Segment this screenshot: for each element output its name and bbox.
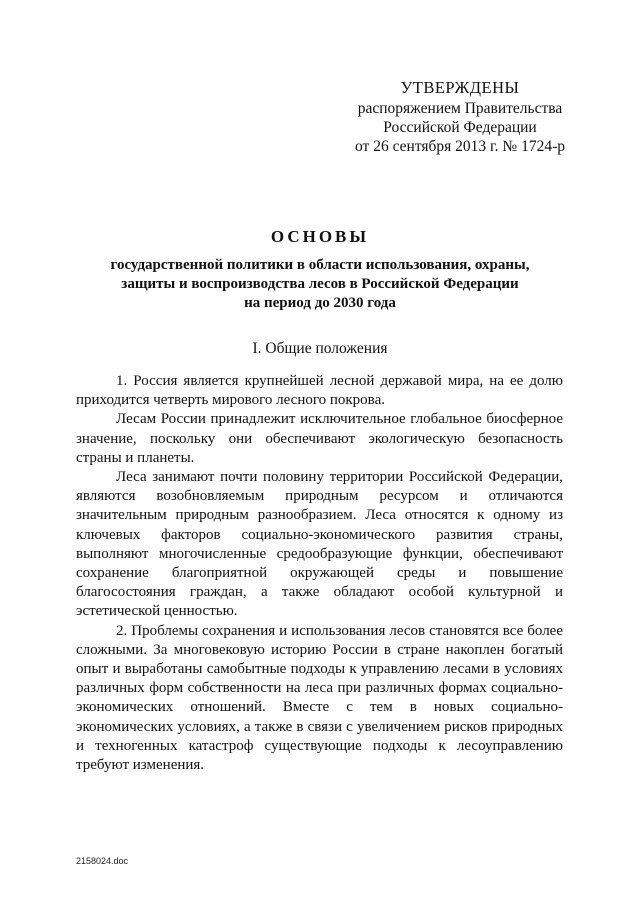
document-heading [60, 226, 580, 313]
subtitle-line-2: защиты и воспроизводства лесов в Российской Федерации [121, 276, 519, 292]
body-text [76, 372, 563, 775]
subtitle-line-1: государственной политики в области использования, охраны, [110, 257, 530, 273]
approval-line-date-number: от 26 сентября 2013 г. № 1724-р [355, 138, 565, 155]
document-subtitle [60, 256, 580, 313]
approval-title: УТВЕРЖДЕНЫ [400, 78, 520, 97]
approval-block [340, 78, 580, 156]
document-title: ОСНОВЫ [270, 227, 370, 246]
section-title: I. Общие положения [252, 340, 388, 357]
subtitle-line-3: на период до 2030 года [244, 295, 396, 311]
approval-line-decree: распоряжением Правительства [357, 100, 563, 117]
paragraph-4: 2. Проблемы сохранения и использования лесов становятся все более сложными. За многовековую историю России в стране накоплен богатый опыт и выработаны самобытные подходы к управлению лесами в условиях различных форм собственности на леса при различных формах социально-экономических отношений. Вместе с тем в новых социально-экономических условиях, а также в связи с увеличением рисков природных и техногенных катастроф существующие подходы к лесоуправлению требуют изменения. [76, 622, 563, 774]
paragraph-1: 1. Россия является крупнейшей лесной державой мира, на ее долю приходится четверть мирового лесного покрова. [76, 373, 563, 409]
approval-line-federation: Российской Федерации [383, 119, 537, 136]
paragraph-3: Леса занимают почти половину территории Российской Федерации, являются возобновляемым природным ресурсом и отличаются значительным природным разнообразием. Леса относятся к одному из ключевых факторов социально-экономического развития страны, выполняют многочисленные средообразующие функции, обеспечивают сохранение благоприятной окружающей среды и повышение благосостояния граждан, а также обладают особой культурной и эстетической ценностью. [76, 469, 563, 620]
footer-filename: 2158024.doc [76, 856, 129, 866]
paragraph-2: Лесам России принадлежит исключительное глобальное биосферное значение, поскольку они обеспечивают экологическую безопасность страны и планеты. [76, 411, 563, 466]
